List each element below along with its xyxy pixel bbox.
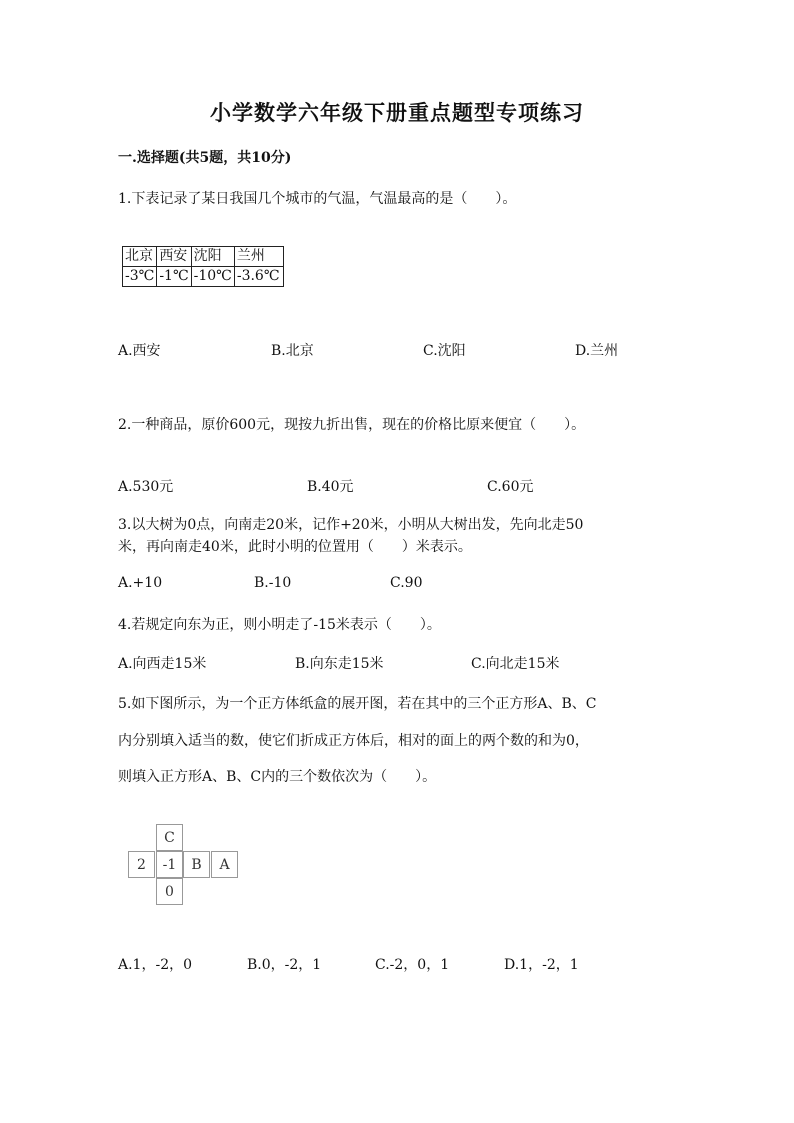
q2-option-a: A.530元 xyxy=(118,479,174,495)
net-square-c: C xyxy=(156,824,183,851)
question-3-line-2: 米，再向南走40米，此时小明的位置用（ ）米表示。 xyxy=(118,539,472,555)
q5-option-a: A.1，-2，0 xyxy=(118,957,193,973)
question-5-line-2: 内分别填入适当的数，使它们折成正方体后，相对的面上的两个数的和为0， xyxy=(118,733,589,749)
q5-option-c: C.-2，0，1 xyxy=(375,957,450,973)
temperature-table xyxy=(122,246,284,287)
table-cell-city: 沈阳 xyxy=(191,247,234,267)
q4-option-a: A.向西走15米 xyxy=(118,656,207,672)
q4-option-c: C.向北走15米 xyxy=(471,656,560,672)
q5-option-b: B.0，-2，1 xyxy=(247,957,322,973)
temperature-row xyxy=(123,267,284,287)
q1-option-b: B.北京 xyxy=(271,343,314,359)
question-3-line-1: 3.以大树为0点，向南走20米，记作+20米，小明从大树出发，先向北走50 xyxy=(118,517,584,533)
question-5-line-3: 则填入正方形A、B、C内的三个数依次为（ ）。 xyxy=(118,769,437,785)
net-square-b: B xyxy=(183,851,210,878)
section-heading: 一.选择题(共5题，共10分) xyxy=(118,150,292,166)
q2-option-b: B.40元 xyxy=(307,479,354,495)
q3-option-a: A.+10 xyxy=(118,575,163,591)
net-square-left: 2 xyxy=(128,851,155,878)
table-cell-temp: -3℃ xyxy=(123,267,157,287)
q1-option-c: C.沈阳 xyxy=(423,343,466,359)
table-cell-city: 西安 xyxy=(157,247,191,267)
cube-net-diagram xyxy=(128,824,240,908)
q1-option-a: A.西安 xyxy=(118,343,161,359)
city-row xyxy=(123,247,284,267)
table-cell-temp: -3.6℃ xyxy=(234,267,283,287)
table-cell-city: 北京 xyxy=(123,247,157,267)
page-title: 小学数学六年级下册重点题型专项练习 xyxy=(210,100,584,125)
question-2-text: 2.一种商品，原价600元，现按九折出售，现在的价格比原来便宜（ ）。 xyxy=(118,417,586,433)
q3-option-b: B.-10 xyxy=(254,575,292,591)
net-square-center: -1 xyxy=(156,851,183,878)
q1-option-d: D.兰州 xyxy=(575,343,619,359)
q2-option-c: C.60元 xyxy=(487,479,534,495)
q5-option-d: D.1，-2，1 xyxy=(504,957,579,973)
q4-option-b: B.向东走15米 xyxy=(295,656,384,672)
net-square-a: A xyxy=(211,851,238,878)
table-cell-temp: -10℃ xyxy=(191,267,234,287)
question-1-text: 1.下表记录了某日我国几个城市的气温，气温最高的是（ ）。 xyxy=(118,191,517,207)
net-square-bottom: 0 xyxy=(156,878,183,905)
table-cell-temp: -1℃ xyxy=(157,267,191,287)
q3-option-c: C.90 xyxy=(390,575,423,591)
table-cell-city: 兰州 xyxy=(234,247,283,267)
question-5-line-1: 5.如下图所示，为一个正方体纸盒的展开图，若在其中的三个正方形A、B、C xyxy=(118,696,597,712)
question-4-text: 4.若规定向东为正，则小明走了-15米表示（ ）。 xyxy=(118,617,441,633)
